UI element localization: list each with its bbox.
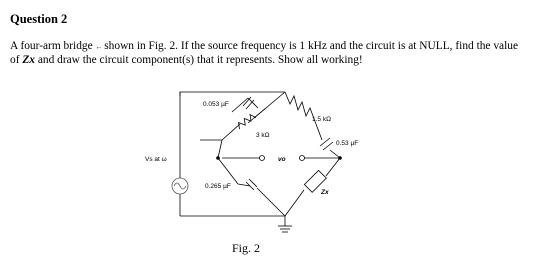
label-r-3k: 3 kΩ (256, 132, 270, 139)
question-line2-a: of (10, 53, 23, 66)
question-line1-b: shown in Fig. 2. If the source frequency is 1 kHz and the circuit is at NULL, find the value (104, 40, 519, 52)
label-source: Vs at ω (145, 156, 167, 163)
label-c-bottom: 0.265 µF (205, 183, 231, 190)
label-vo: vo (278, 156, 286, 163)
label-c-top: 0.053 µF (203, 101, 229, 108)
label-zx: Zx (321, 189, 329, 196)
wire-top (180, 92, 285, 96)
question-line2-b: and draw the circuit component(s) that it represents. Show all working! (35, 53, 363, 66)
question-line1-garble: ← (95, 43, 105, 51)
zx-term: Zx (22, 53, 35, 66)
vo-terminal-right (300, 156, 305, 161)
capacitor-right-plate-b (323, 142, 333, 150)
vo-terminal-left (260, 156, 265, 161)
question-heading: Question 2 (10, 12, 68, 26)
wire-ul-1 (266, 92, 285, 108)
question-line1-a: A four-arm bridge (10, 40, 96, 52)
label-c-right: 0.53 µF (336, 140, 359, 147)
figure-caption: Fig. 2 (232, 241, 261, 255)
label-r-1-5k: 1.5 kΩ (312, 116, 331, 123)
resistor-3k (236, 113, 256, 129)
wire-ul-3 (218, 140, 222, 158)
